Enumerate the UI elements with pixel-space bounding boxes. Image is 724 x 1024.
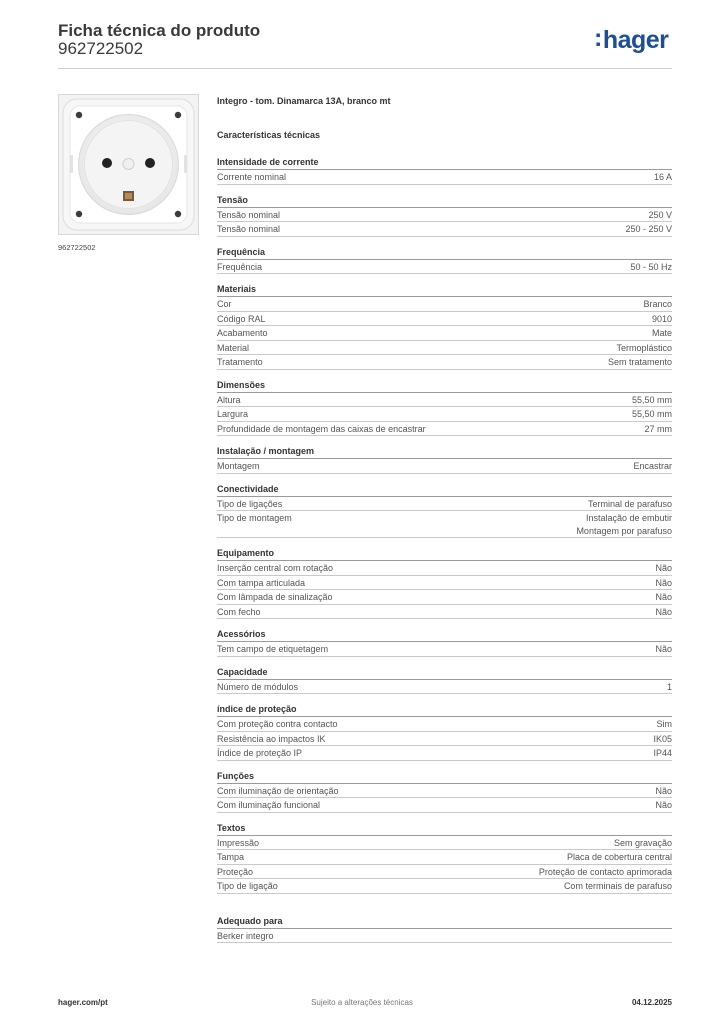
spec-section bbox=[217, 157, 672, 185]
spec-label: Tratamento bbox=[217, 357, 263, 367]
spec-row bbox=[217, 732, 672, 747]
spec-section bbox=[217, 284, 672, 370]
spec-value: Sem tratamento bbox=[607, 357, 672, 367]
section-title: Tensão bbox=[217, 195, 672, 208]
spec-sheet bbox=[217, 95, 672, 943]
spec-label: Berker integro bbox=[217, 930, 274, 941]
spec-row bbox=[217, 222, 672, 237]
product-image bbox=[58, 94, 199, 235]
spec-value: Sim bbox=[656, 719, 672, 729]
footer-date: 04.12.2025 bbox=[631, 998, 672, 1007]
spec-value: Não bbox=[655, 563, 672, 573]
spec-value: 50 - 50 Hz bbox=[630, 261, 672, 272]
section-title: Dimensões bbox=[217, 380, 672, 393]
spec-value: Não bbox=[655, 785, 672, 796]
spec-row bbox=[217, 879, 672, 894]
section-title: Conectividade bbox=[217, 484, 672, 497]
spec-value: 250 - 250 V bbox=[625, 224, 672, 234]
spec-row bbox=[217, 208, 672, 223]
spec-section bbox=[217, 484, 672, 539]
spec-value: Mate bbox=[651, 328, 672, 338]
spec-value: Não bbox=[655, 644, 672, 654]
spec-label: Resistência ao impactos IK bbox=[217, 733, 326, 744]
spec-row bbox=[217, 576, 672, 591]
spec-row bbox=[217, 929, 672, 944]
spec-row bbox=[217, 605, 672, 620]
spec-value: Termoplástico bbox=[616, 342, 672, 353]
section-title: Textos bbox=[217, 823, 672, 836]
spec-label: Impressão bbox=[217, 837, 260, 848]
spec-label: Com tampa articulada bbox=[217, 577, 306, 588]
spec-section bbox=[217, 380, 672, 437]
spec-row bbox=[217, 393, 672, 408]
spec-value: Não bbox=[655, 800, 672, 810]
spec-value: Instalação de embutir Montagem por parafuso bbox=[576, 513, 672, 536]
footer-disclaimer: Sujeito a alterações técnicas bbox=[311, 998, 413, 1007]
spec-row bbox=[217, 260, 672, 275]
section-title: Acessórios bbox=[217, 629, 672, 642]
spec-section bbox=[217, 629, 672, 657]
spec-value: Branco bbox=[643, 299, 672, 309]
spec-value: 1 bbox=[666, 681, 672, 692]
spec-label: Montagem bbox=[217, 461, 260, 471]
spec-section bbox=[217, 446, 672, 474]
spec-label: Inserção central com rotação bbox=[217, 563, 334, 573]
page-title: Ficha técnica do produto bbox=[58, 21, 261, 40]
spec-row bbox=[217, 680, 672, 695]
section-title: Adequado para bbox=[217, 916, 672, 929]
spec-row bbox=[217, 170, 672, 185]
spec-row bbox=[217, 511, 672, 538]
spec-label: Altura bbox=[217, 394, 241, 405]
spec-section bbox=[217, 667, 672, 695]
spec-value: Não bbox=[655, 592, 672, 602]
spec-label: Com fecho bbox=[217, 606, 261, 617]
hager-logo[interactable] bbox=[594, 26, 668, 55]
spec-sections bbox=[217, 157, 672, 943]
spec-value: 55,50 mm bbox=[631, 394, 672, 405]
spec-section bbox=[217, 195, 672, 237]
section-title: Frequência bbox=[217, 247, 672, 260]
spec-label: Com iluminação de orientação bbox=[217, 785, 339, 796]
tech-heading: Características técnicas bbox=[217, 130, 321, 140]
spec-section bbox=[217, 771, 672, 813]
spec-value: Não bbox=[655, 606, 672, 617]
spec-section bbox=[217, 247, 672, 275]
spec-value: IP44 bbox=[653, 748, 672, 758]
spec-label: Tipo de montagem bbox=[217, 513, 292, 523]
spec-value: Terminal de parafuso bbox=[587, 498, 672, 509]
spec-row bbox=[217, 798, 672, 813]
spec-row bbox=[217, 459, 672, 474]
spec-section bbox=[217, 823, 672, 894]
product-title: Integro - tom. Dinamarca 13A, branco mt bbox=[217, 96, 391, 106]
section-title: Materiais bbox=[217, 284, 672, 297]
spec-label: Largura bbox=[217, 409, 249, 419]
spec-row bbox=[217, 850, 672, 865]
spec-label: Tensão nominal bbox=[217, 209, 281, 220]
footer-website-link[interactable]: hager.com/pt bbox=[58, 998, 108, 1007]
spec-value: 9010 bbox=[651, 313, 672, 324]
spec-row bbox=[217, 497, 672, 512]
spec-row bbox=[217, 355, 672, 370]
spec-row bbox=[217, 422, 672, 437]
spec-section bbox=[217, 704, 672, 761]
spec-label: Frequência bbox=[217, 261, 263, 272]
spec-label: Índice de proteção IP bbox=[217, 748, 303, 758]
spec-row bbox=[217, 746, 672, 761]
logo-text: hager bbox=[602, 26, 669, 54]
spec-label: Com iluminação funcional bbox=[217, 800, 321, 810]
section-title: índice de proteção bbox=[217, 704, 672, 717]
spec-row bbox=[217, 407, 672, 422]
spec-row bbox=[217, 590, 672, 605]
spec-value: 16 A bbox=[653, 172, 672, 182]
spec-row bbox=[217, 561, 672, 576]
spec-value: Com terminais de parafuso bbox=[563, 881, 672, 891]
section-title: Intensidade de corrente bbox=[217, 157, 672, 170]
spec-label: Tipo de ligação bbox=[217, 881, 278, 891]
spec-label: Corrente nominal bbox=[217, 172, 287, 182]
spec-label: Material bbox=[217, 342, 250, 353]
product-code: 962722502 bbox=[58, 39, 144, 58]
spec-label: Número de módulos bbox=[217, 681, 299, 692]
spec-label: Tampa bbox=[217, 852, 245, 862]
spec-value: Sem gravação bbox=[613, 837, 672, 848]
section-title: Instalação / montagem bbox=[217, 446, 672, 459]
spec-label: Profundidade de montagem das caixas de encastrar bbox=[217, 423, 426, 434]
header-divider bbox=[58, 68, 672, 69]
spec-label: Tensão nominal bbox=[217, 224, 281, 234]
spec-row bbox=[217, 717, 672, 732]
section-title: Funções bbox=[217, 771, 672, 784]
spec-label: Com proteção contra contacto bbox=[217, 719, 338, 729]
spec-label: Código RAL bbox=[217, 313, 266, 324]
spec-row bbox=[217, 642, 672, 657]
socket-outlet-icon bbox=[59, 95, 198, 234]
spec-row bbox=[217, 312, 672, 327]
spec-label: Proteção bbox=[217, 866, 254, 877]
spec-label: Com lâmpada de sinalização bbox=[217, 592, 333, 602]
section-title: Capacidade bbox=[217, 667, 672, 680]
logo-colon-icon: : bbox=[594, 24, 602, 52]
image-caption: 962722502 bbox=[58, 243, 96, 252]
spec-row bbox=[217, 784, 672, 799]
spec-label: Tipo de ligações bbox=[217, 498, 283, 509]
spec-label: Acabamento bbox=[217, 328, 268, 338]
spec-row bbox=[217, 865, 672, 880]
spec-label: Tem campo de etiquetagem bbox=[217, 644, 329, 654]
section-title: Equipamento bbox=[217, 548, 672, 561]
spec-value: 55,50 mm bbox=[631, 409, 672, 419]
spec-section bbox=[217, 916, 672, 944]
spec-row bbox=[217, 297, 672, 312]
spec-value: 250 V bbox=[648, 209, 672, 220]
spec-value: Placa de cobertura central bbox=[566, 852, 672, 862]
spec-value: Encastrar bbox=[633, 461, 672, 471]
spec-value: 27 mm bbox=[644, 423, 672, 434]
spec-value: Não bbox=[655, 577, 672, 588]
spec-value: Proteção de contacto aprimorada bbox=[538, 866, 672, 877]
spec-section bbox=[217, 548, 672, 619]
spec-row bbox=[217, 326, 672, 341]
spec-label: Cor bbox=[217, 299, 232, 309]
spec-row bbox=[217, 341, 672, 356]
spec-row bbox=[217, 836, 672, 851]
spec-value: IK05 bbox=[653, 733, 672, 744]
